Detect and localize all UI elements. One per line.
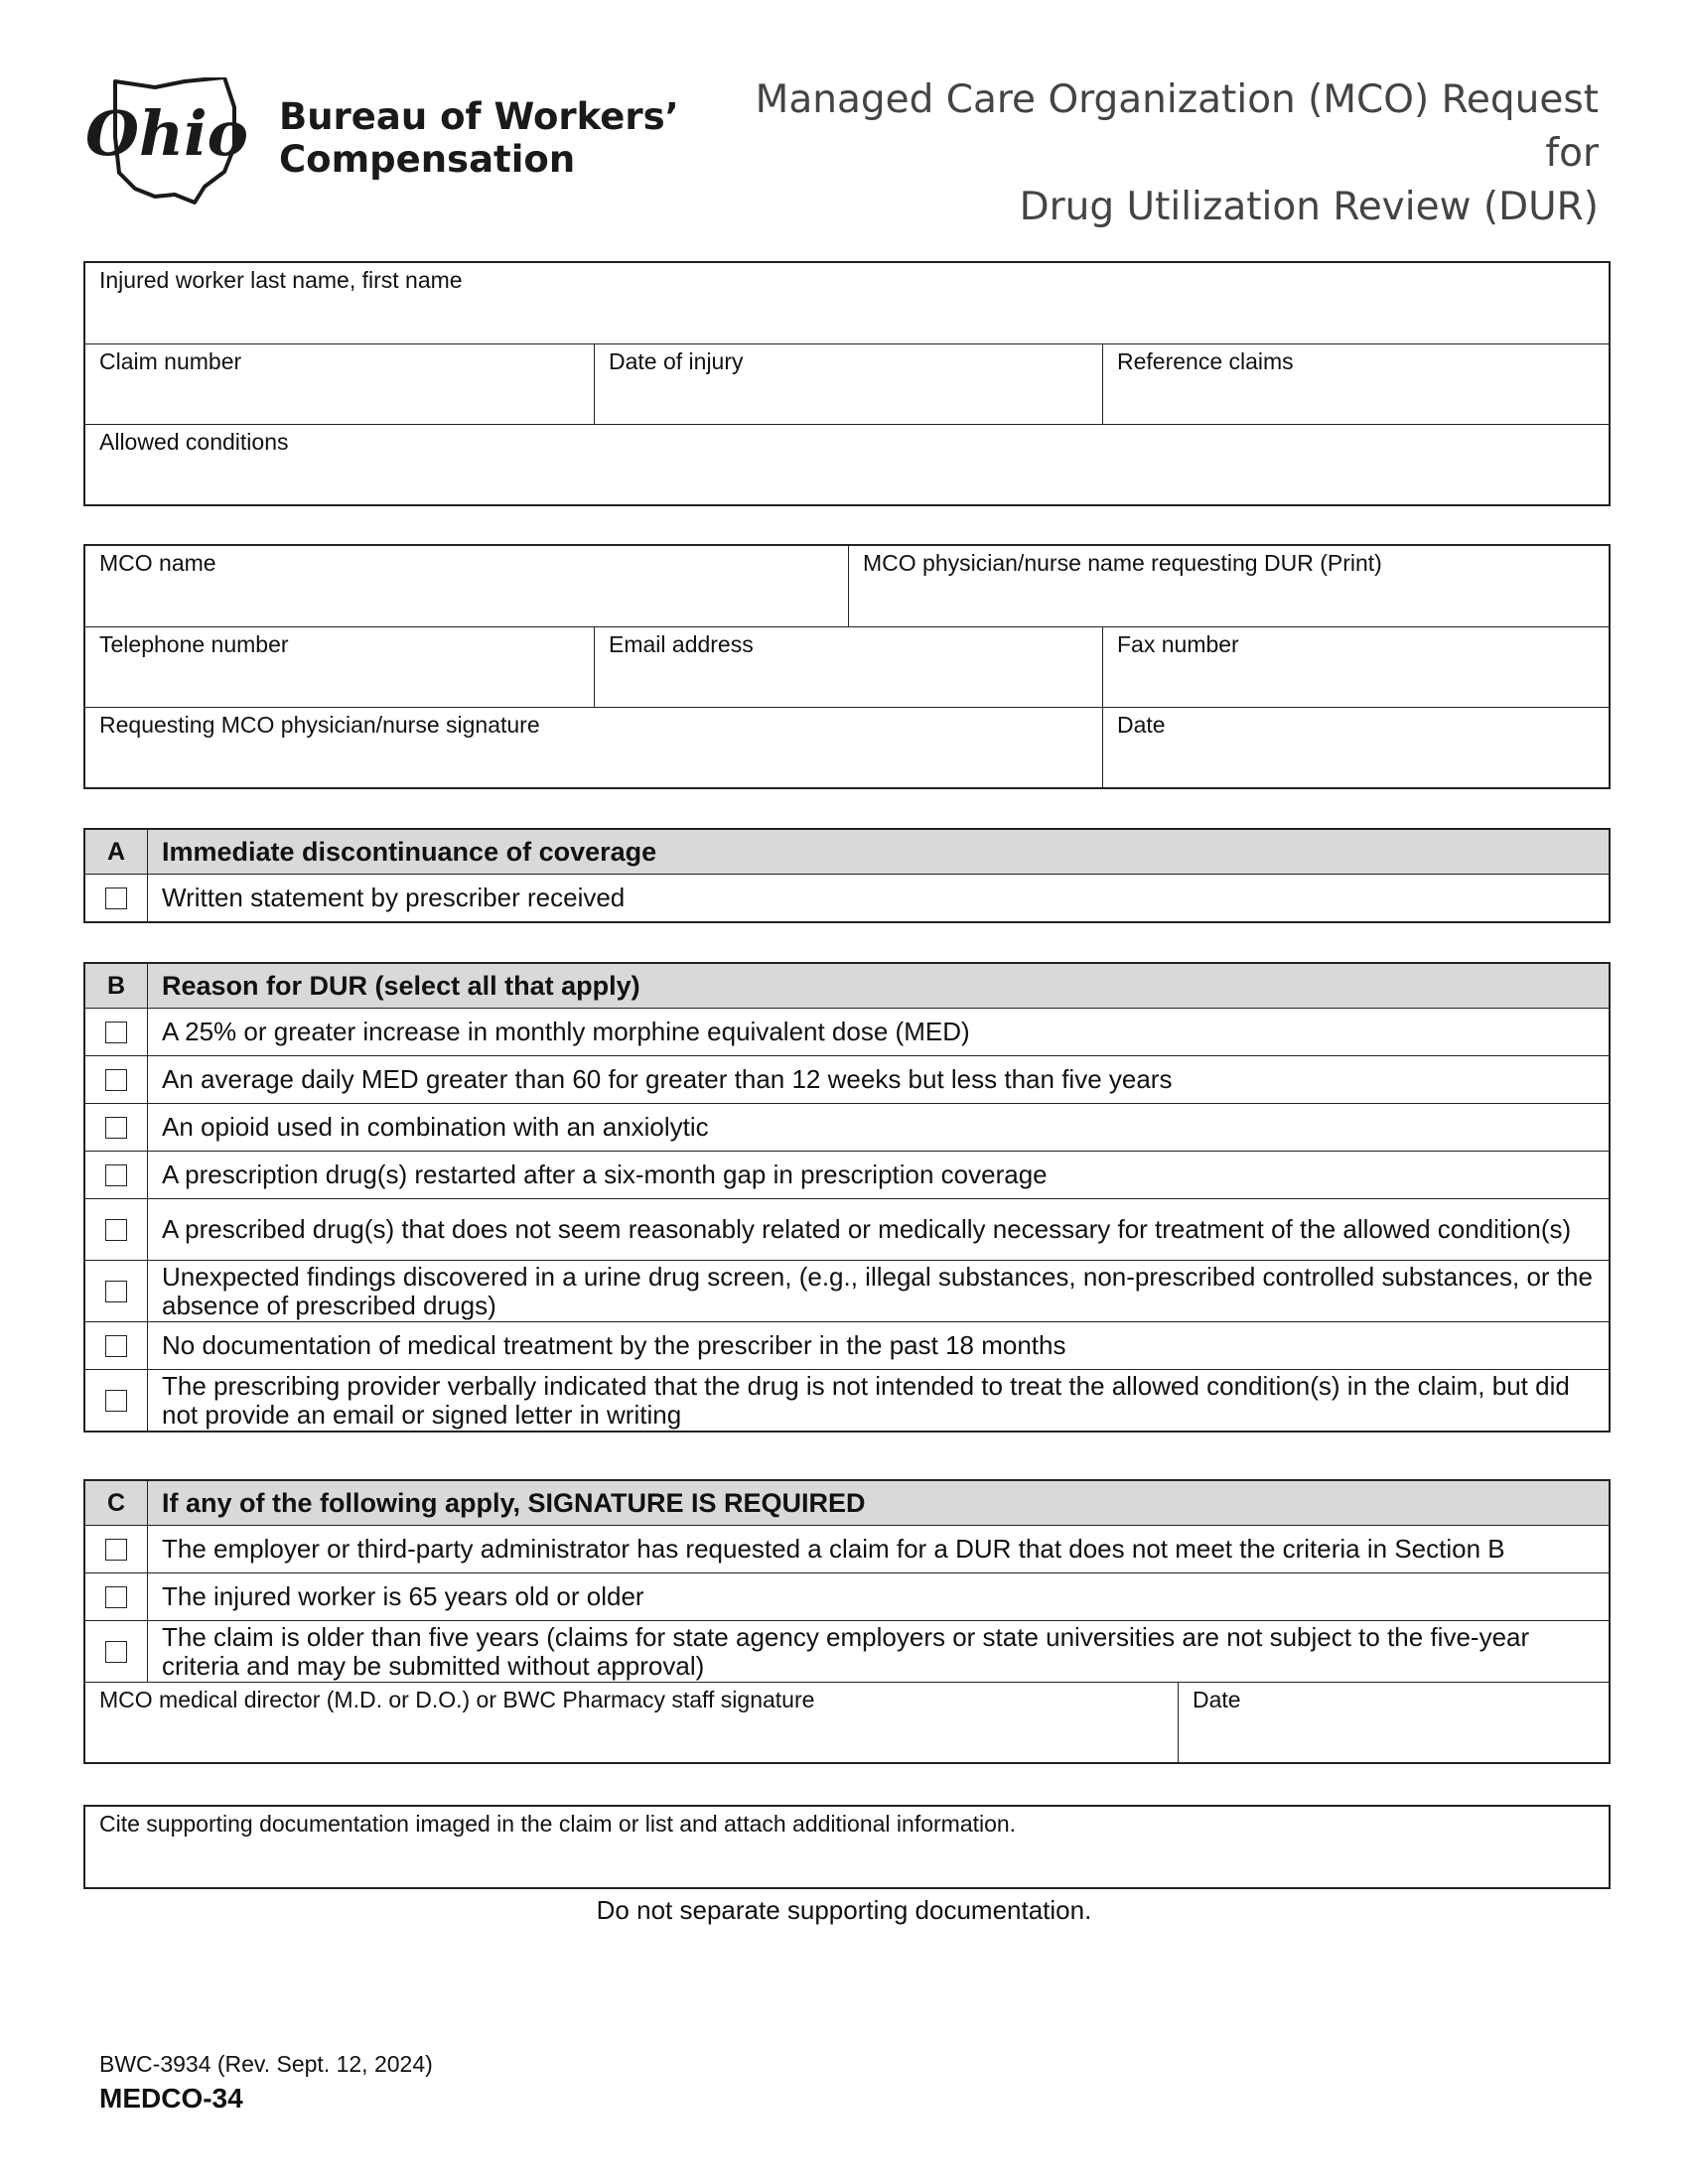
requester-date-field[interactable] xyxy=(1102,708,1609,787)
form-id: MEDCO-34 xyxy=(99,2083,243,2114)
section-c-item: The injured worker is 65 years old or older xyxy=(162,1581,644,1611)
email-label: Email address xyxy=(609,631,754,657)
director-signature-label: MCO medical director (M.D. or D.O.) or BWC Pharmacy staff signature xyxy=(99,1687,815,1712)
supporting-docs-label: Cite supporting documentation imaged in the claim or list and attach additional information. xyxy=(99,1811,1017,1837)
bwc-logo xyxy=(85,77,681,206)
section-b-item: A 25% or greater increase in monthly morphine equivalent dose (MED) xyxy=(162,1017,970,1046)
mco-info-table xyxy=(83,544,1611,789)
document-title xyxy=(705,73,1599,234)
section-a-table xyxy=(83,828,1611,923)
section-b-letter: B xyxy=(85,964,148,1008)
worker-name-label: Injured worker last name, first name xyxy=(99,267,463,293)
section-b-item: No documentation of medical treatment by the prescriber in the past 18 months xyxy=(162,1330,1066,1360)
checkbox-b-2[interactable] xyxy=(105,1069,127,1091)
worker-info-table xyxy=(83,261,1611,506)
worker-name-field[interactable] xyxy=(85,263,1609,343)
section-b-item: A prescription drug(s) restarted after a six-month gap in prescription coverage xyxy=(162,1160,1048,1189)
date-of-injury-label: Date of injury xyxy=(609,348,744,374)
org-name-line2: Compensation xyxy=(279,138,576,181)
checkbox-a-1[interactable] xyxy=(105,887,127,909)
claim-number-label: Claim number xyxy=(99,348,242,374)
checkbox-b-6[interactable] xyxy=(105,1281,127,1302)
organization-name xyxy=(279,95,679,181)
form-revision: BWC-3934 (Rev. Sept. 12, 2024) xyxy=(99,2051,433,2077)
section-c-heading: If any of the following apply, SIGNATURE IS REQUIRED xyxy=(162,1487,866,1518)
supporting-docs-table xyxy=(83,1805,1611,1889)
checkbox-b-4[interactable] xyxy=(105,1164,127,1186)
section-b-table xyxy=(83,962,1611,1433)
requester-name-label: MCO physician/nurse name requesting DUR (Print) xyxy=(863,550,1382,576)
title-line2: Drug Utilization Review (DUR) xyxy=(1019,185,1599,229)
section-a-item: Written statement by prescriber received xyxy=(162,883,626,912)
mco-name-field[interactable] xyxy=(85,546,848,626)
checkbox-c-2[interactable] xyxy=(105,1586,127,1608)
section-c-letter: C xyxy=(85,1481,148,1525)
section-b-heading: Reason for DUR (select all that apply) xyxy=(162,970,640,1001)
section-c-item: The claim is older than five years (claims for state agency employers or state universities are not subject to the five-year criteria and may be submitted without approval) xyxy=(162,1621,1530,1681)
section-c-item: The employer or third-party administrator has requested a claim for a DUR that does not meet the criteria in Section B xyxy=(162,1534,1505,1564)
logo-wordmark: Ohio xyxy=(85,97,248,170)
telephone-field[interactable] xyxy=(85,627,594,707)
telephone-label: Telephone number xyxy=(99,631,289,657)
director-date-field[interactable] xyxy=(1178,1683,1609,1762)
org-name-line1: Bureau of Workers’ xyxy=(279,95,679,138)
requester-signature-label: Requesting MCO physician/nurse signature xyxy=(99,712,540,738)
claim-number-field[interactable] xyxy=(85,344,594,424)
mco-name-label: MCO name xyxy=(99,550,216,576)
supporting-docs-field[interactable] xyxy=(85,1807,1609,1887)
allowed-conditions-field[interactable] xyxy=(85,425,1609,504)
requester-date-label: Date xyxy=(1117,712,1166,738)
supporting-note: Do not separate supporting documentation. xyxy=(596,1895,1092,1925)
section-b-item: A prescribed drug(s) that does not seem reasonably related or medically necessary for treatment of the allowed condition(s) xyxy=(162,1214,1572,1244)
reference-claims-field[interactable] xyxy=(1102,344,1609,424)
title-line1: Managed Care Organization (MCO) Request for xyxy=(755,77,1599,176)
section-b-item: Unexpected findings discovered in a urine drug screen, (e.g., illegal substances, non-prescribed controlled substances, or the absence of prescribed drugs) xyxy=(162,1261,1593,1320)
checkbox-b-5[interactable] xyxy=(105,1219,127,1241)
director-signature-field[interactable] xyxy=(85,1683,1178,1762)
reference-claims-label: Reference claims xyxy=(1117,348,1294,374)
allowed-conditions-label: Allowed conditions xyxy=(99,429,289,455)
requester-signature-field[interactable] xyxy=(85,708,1102,787)
checkbox-c-3[interactable] xyxy=(105,1641,127,1663)
requester-name-field[interactable] xyxy=(848,546,1609,626)
checkbox-b-8[interactable] xyxy=(105,1390,127,1412)
checkbox-c-1[interactable] xyxy=(105,1539,127,1561)
fax-field[interactable] xyxy=(1102,627,1609,707)
ohio-state-outline-icon xyxy=(85,77,264,206)
section-b-item: An average daily MED greater than 60 for greater than 12 weeks but less than five years xyxy=(162,1064,1173,1094)
section-b-item: The prescribing provider verbally indicated that the drug is not intended to treat the allowed condition(s) in the claim, but did not provide an email or signed letter in writing xyxy=(162,1370,1570,1430)
checkbox-b-7[interactable] xyxy=(105,1335,127,1357)
section-a-letter: A xyxy=(85,830,148,874)
section-c-table xyxy=(83,1479,1611,1764)
section-a-heading: Immediate discontinuance of coverage xyxy=(162,836,657,867)
email-field[interactable] xyxy=(594,627,1102,707)
checkbox-b-1[interactable] xyxy=(105,1022,127,1043)
checkbox-b-3[interactable] xyxy=(105,1117,127,1139)
director-date-label: Date xyxy=(1193,1687,1241,1712)
date-of-injury-field[interactable] xyxy=(594,344,1102,424)
fax-label: Fax number xyxy=(1117,631,1239,657)
section-b-item: An opioid used in combination with an anxiolytic xyxy=(162,1112,709,1142)
